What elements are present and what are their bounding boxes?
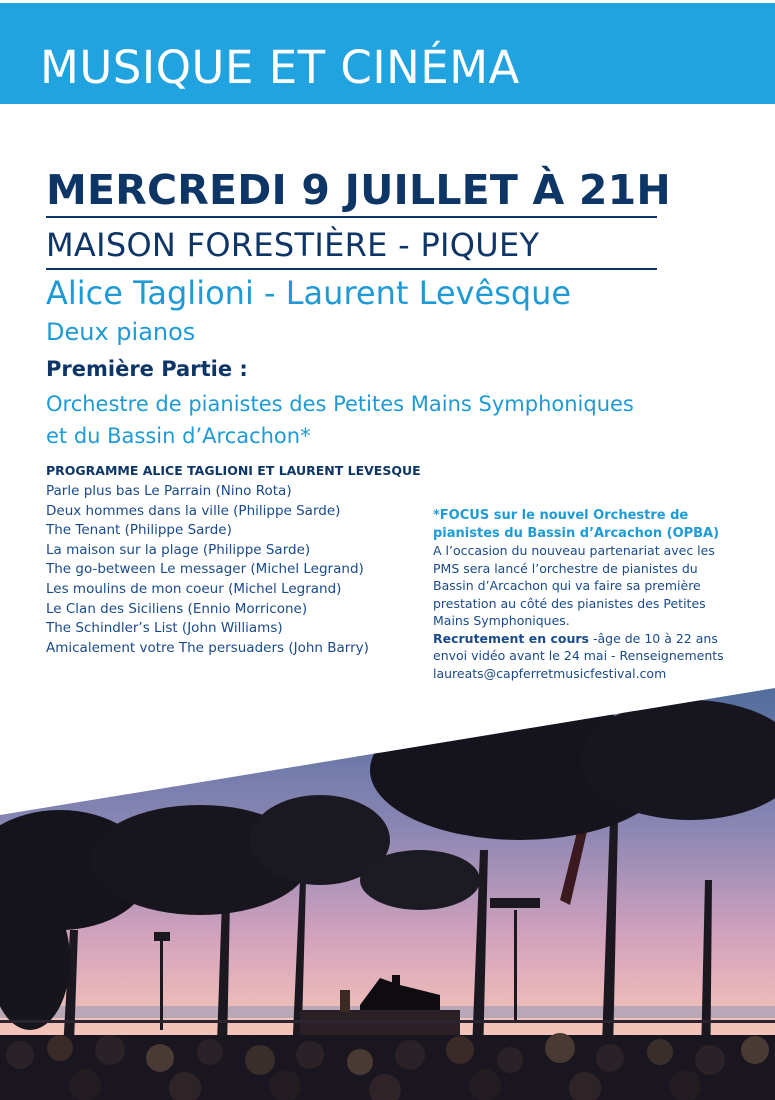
focus-text-line: Mains Symphoniques. [433, 613, 570, 628]
event-instrument: Deux pianos [46, 318, 196, 346]
recruitment-age: -âge de 10 à 22 ans [589, 630, 718, 646]
programme-item: The Schindler’s List (John Williams) [46, 620, 283, 637]
programme-item: Parle plus bas Le Parrain (Nino Rota) [46, 483, 292, 499]
video-deadline-line: envoi vidéo avant le 24 mai - Renseignements [433, 648, 724, 663]
focus-text-line: prestation au côté des pianistes des Petites [433, 595, 706, 611]
first-part-label: Première Partie : [46, 357, 248, 381]
event-date: MERCREDI 9 JUILLET À 21H [46, 166, 671, 214]
orchestra-line: et du Bassin d’Arcachon* [46, 424, 311, 448]
focus-text-line: Bassin d’Arcachon qui va faire sa première [433, 578, 701, 593]
programme-item: Deux hommes dans la ville (Philippe Sarde) [46, 502, 341, 519]
orchestra-line: Orchestre de pianistes des Petites Mains Symphoniques [46, 392, 634, 416]
programme-item: Le Clan des Siciliens (Ennio Morricone) [46, 600, 308, 617]
focus-title-line: pianistes du Bassin d’Arcachon (OPBA) [433, 525, 720, 541]
contact-email[interactable]: laureats@capferretmusicfestival.com [433, 665, 667, 681]
event-artists: Alice Taglioni - Laurent Levêsque [46, 274, 572, 312]
programme-item: La maison sur la plage (Philippe Sarde) [46, 541, 311, 558]
focus-title-line: *FOCUS sur le nouvel Orchestre de [433, 508, 689, 523]
programme-item: The go-between Le messager (Michel Legrand) [46, 561, 364, 578]
programme-item: Les moulins de mon coeur (Michel Legrand) [46, 580, 342, 597]
section-title: MUSIQUE ET CINÉMA [40, 41, 520, 94]
recruitment-label: Recrutement en cours [433, 630, 589, 646]
focus-text-line: A l’occasion du nouveau partenariat avec les [433, 543, 715, 558]
focus-text-line: PMS sera lancé l’orchestre de pianistes du [433, 560, 698, 576]
programme-item: The Tenant (Philippe Sarde) [46, 522, 232, 539]
event-venue: MAISON FORESTIÈRE - PIQUEY [46, 226, 540, 264]
programme-item: Amicalement votre The persuaders (John Barry) [46, 639, 369, 656]
programme-heading: PROGRAMME ALICE TAGLIONI ET LAURENT LEVESQUE [46, 463, 421, 478]
